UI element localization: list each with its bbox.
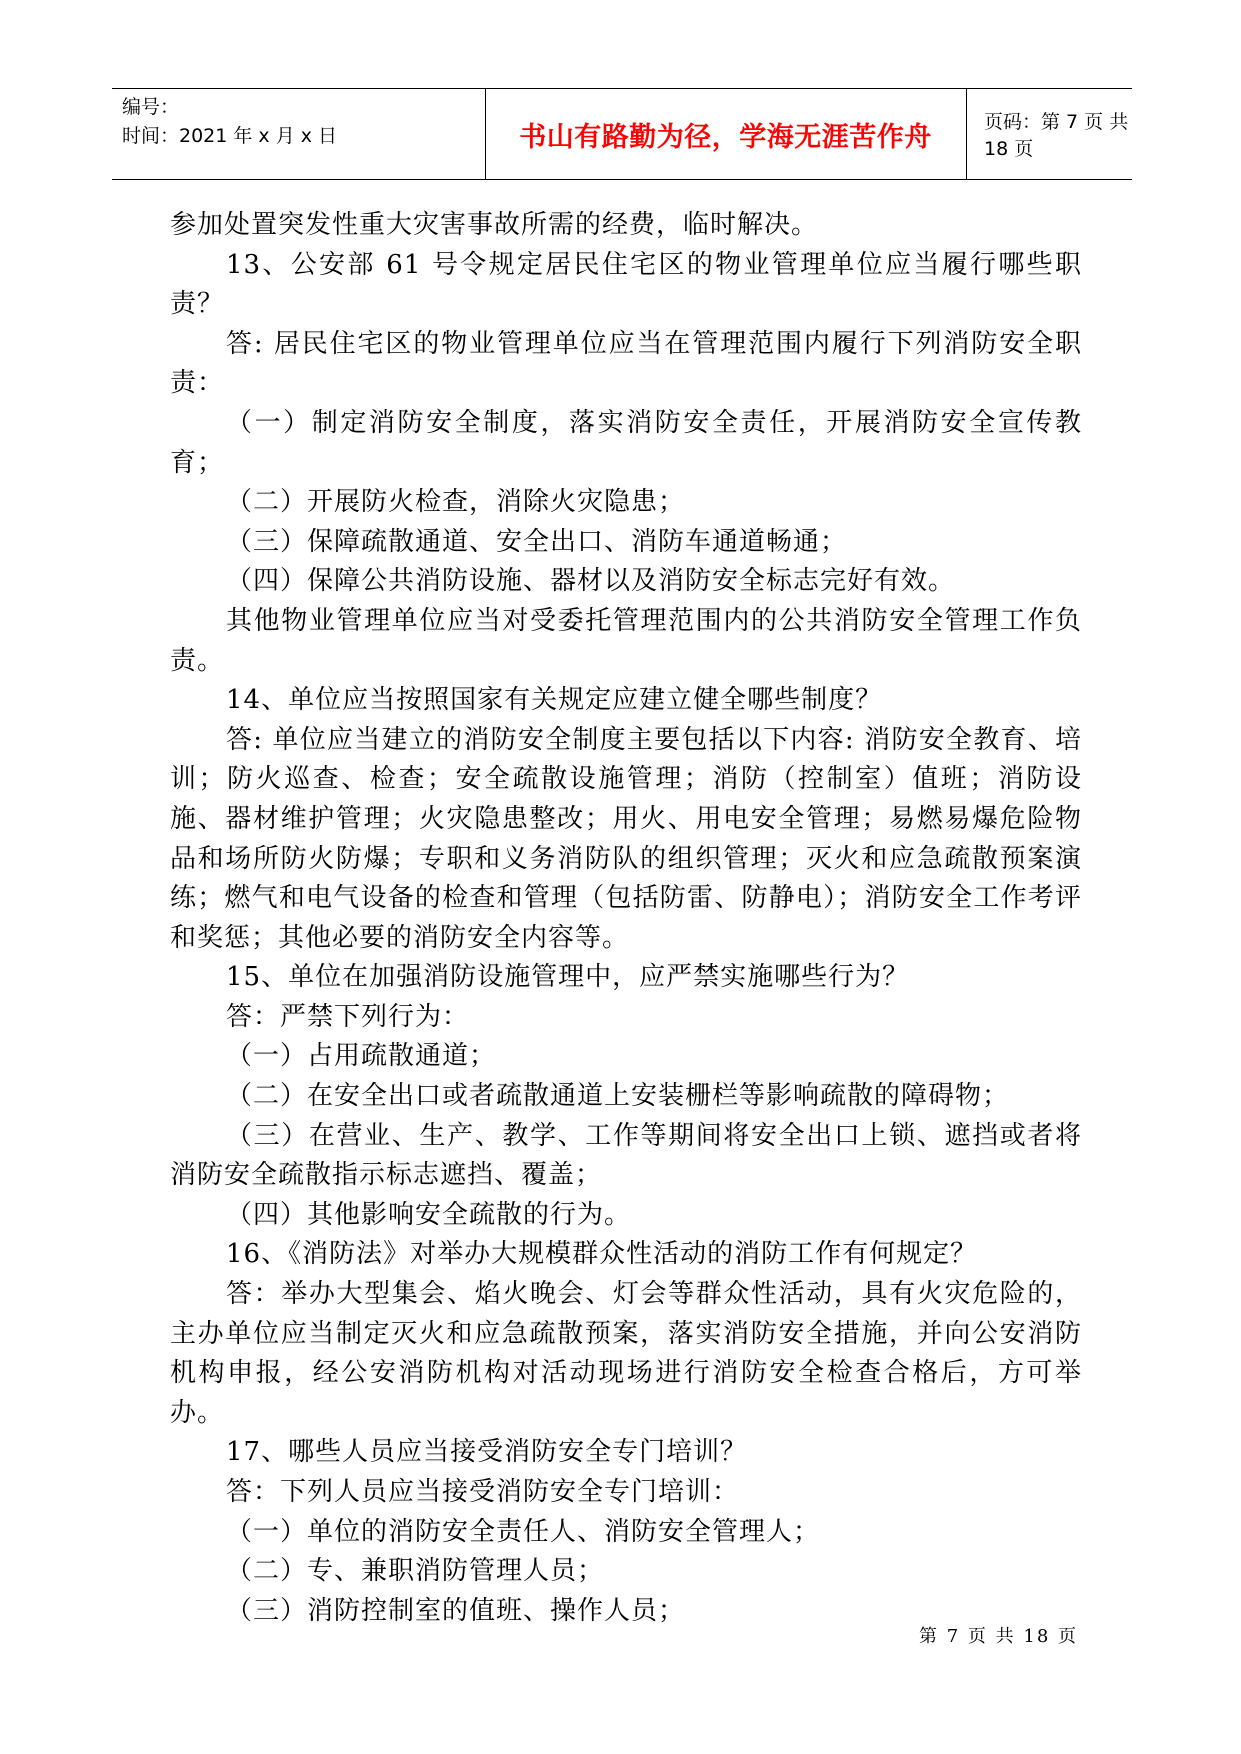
question-15: 15、单位在加强消防设施管理中，应严禁实施哪些行为？: [226, 962, 910, 993]
question-13: 13、公安部 61 号令规定居民住宅区的物业管理单位应当履行哪些职责？: [170, 249, 1082, 320]
header-motto: 书山有路勤为径，学海无涯苦作舟: [519, 121, 932, 153]
page-header: [112, 88, 1132, 180]
document-body: [170, 206, 1082, 1631]
paragraph: 其他物业管理单位应当对受委托管理范围内的公共消防安全管理工作负责。: [170, 605, 1082, 676]
list-item: （一）占用疏散通道；: [226, 1041, 497, 1072]
list-item: （三）在营业、生产、教学、工作等期间将安全出口上锁、遮挡或者将消防安全疏散指示标志遮挡、覆盖；: [170, 1120, 1082, 1191]
list-item: （一）单位的消防安全责任人、消防安全管理人；: [226, 1516, 821, 1547]
list-item: （二）专、兼职消防管理人员；: [226, 1556, 605, 1587]
list-item: （二）在安全出口或者疏散通道上安装栅栏等影响疏散的障碍物；: [226, 1081, 1010, 1112]
list-item: （一）制定消防安全制度，落实消防安全责任，开展消防安全宣传教育；: [170, 407, 1082, 478]
paragraph: 参加处置突发性重大灾害事故所需的经费，临时解决。: [170, 210, 819, 240]
answer-14: 答: 单位应当建立的消防安全制度主要包括以下内容: 消防安全教育、培训；防火巡查、检查；安全疏散设施管理；消防（控制室）值班；消防设施、器材维护管理；火灾隐患整改；用火、用电安全管理；易燃易爆危险物品和场所防火防爆；专职和义务消防队的组织管理；灭火和应急疏散预案演练；燃气和电气设备的检查和管理（包括防雷、防静电）；消防安全工作考评和奖惩；其他必要的消防安全内容等。: [170, 724, 1082, 953]
header-divider-right: [966, 89, 967, 179]
list-item: （四）保障公共消防设施、器材以及消防安全标志完好有效。: [226, 566, 956, 597]
header-meta: [122, 93, 337, 151]
question-14: 14、单位应当按照国家有关规定应建立健全哪些制度？: [226, 685, 883, 716]
document-number-label: 编号：: [122, 96, 180, 118]
list-item: （三）保障疏散通道、安全出口、消防车通道畅通；: [226, 526, 848, 557]
answer-15: 答：严禁下列行为：: [226, 1001, 470, 1032]
list-item: （二）开展防火检查，消除火灾隐患；: [226, 487, 686, 518]
answer-16: 答：举办大型集会、焰火晚会、灯会等群众性活动，具有火灾危险的，主办单位应当制定灭火和应急疏散预案，落实消防安全措施，并向公安消防机构申报，经公安消防机构对活动现场进行消防安全检查合格后，方可举办。: [170, 1279, 1082, 1428]
header-page-number: 页码：第 7 页 共 18 页: [984, 111, 1129, 160]
question-17: 17、哪些人员应当接受消防安全专门培训？: [226, 1437, 748, 1468]
list-item: （四）其他影响安全疏散的行为。: [226, 1199, 632, 1230]
question-16: 16、《消防法》对举办大规模群众性活动的消防工作有何规定？: [226, 1239, 978, 1270]
page-footer: 第 7 页 共 18 页: [919, 1626, 1078, 1647]
answer-13: 答: 居民住宅区的物业管理单位应当在管理范围内履行下列消防安全职责：: [170, 328, 1082, 399]
document-time-label: 时间：2021 年 x 月 x 日: [122, 125, 338, 147]
answer-17: 答：下列人员应当接受消防安全专门培训：: [226, 1477, 740, 1507]
list-item: （三）消防控制室的值班、操作人员；: [226, 1595, 686, 1626]
